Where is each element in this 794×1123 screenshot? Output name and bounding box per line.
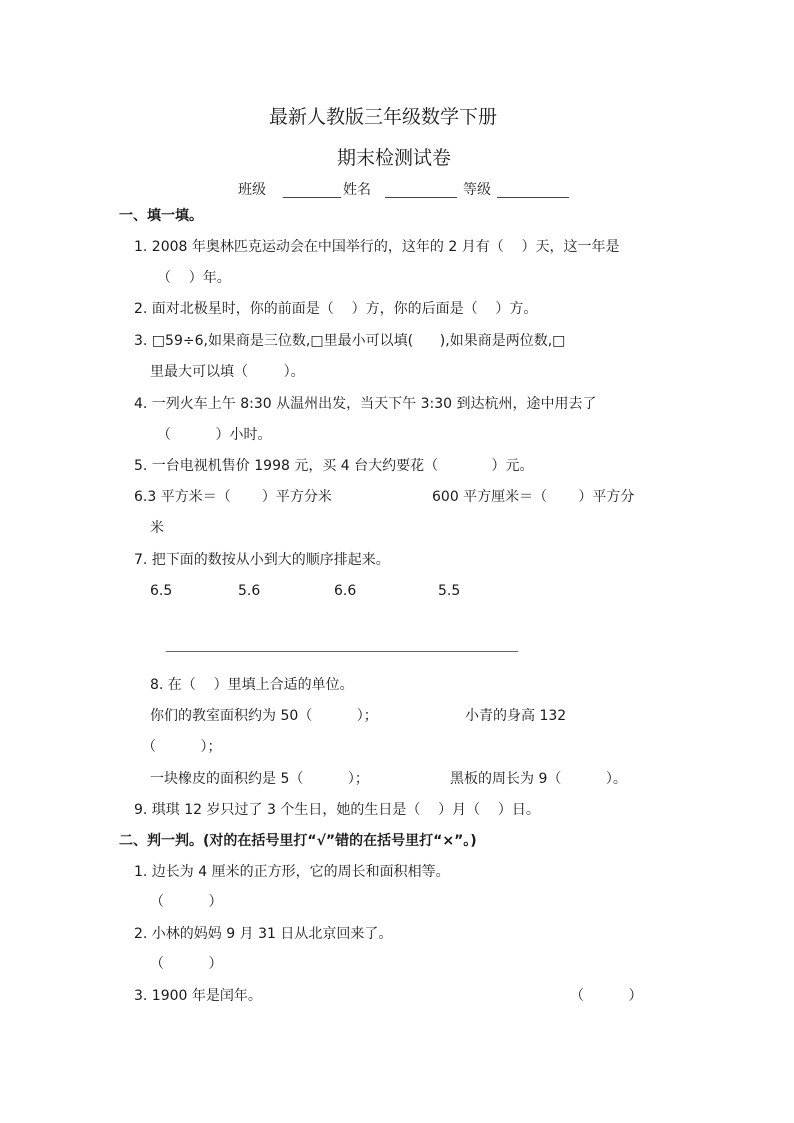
judge-1: 1. 边长为 4 厘米的正方形，它的周长和面积相等。 xyxy=(134,864,450,880)
question-4-line1: 4. 一列火车上午 8:30 从温州出发，当天下午 3:30 到达杭州，途中用去了 xyxy=(134,396,597,412)
question-7: 7. 把下面的数按从小到大的顺序排起来。 xyxy=(134,552,390,568)
q7-number-3: 6.6 xyxy=(334,583,357,599)
q7-number-2: 5.6 xyxy=(238,583,261,599)
question-6-part2: 600 平方厘米＝（ ）平方分 xyxy=(432,489,635,505)
name-label: 姓名 xyxy=(343,182,371,198)
question-8-c: 一块橡皮的面积约是 5（ ）； xyxy=(150,771,369,787)
question-3-line2: 里最大可以填（ ）。 xyxy=(150,364,305,380)
question-2: 2. 面对北极星时，你的前面是（ ）方，你的后面是（ ）方。 xyxy=(134,301,538,317)
page-title: 最新人教版三年级数学下册 xyxy=(269,106,498,128)
judge-3: 3. 1900 年是闰年。 xyxy=(134,988,262,1004)
class-blank[interactable] xyxy=(283,197,341,198)
question-6-line2: 米 xyxy=(150,520,164,536)
question-5: 5. 一台电视机售价 1998 元，买 4 台大约要花（ ）元。 xyxy=(134,458,534,474)
question-1-line2: （ ）年。 xyxy=(157,270,231,286)
question-8-b-paren: （ ）； xyxy=(142,739,222,755)
section1-heading: 一、填一填。 xyxy=(119,208,203,224)
q7-number-1: 6.5 xyxy=(150,583,173,599)
question-9: 9. 琪琪 12 岁只过了 3 个生日，她的生日是（ ）月（ ）日。 xyxy=(134,802,540,818)
question-1-line1: 1. 2008 年奥林匹克运动会在中国举行的，这年的 2 月有（ ）天，这一年是 xyxy=(134,239,620,255)
judge-2-paren[interactable]: （ ） xyxy=(150,956,223,972)
question-4-line2: （ ）小时。 xyxy=(157,427,272,443)
question-6-part1: 6.3 平方米＝（ ）平方分米 xyxy=(134,489,332,505)
question-8: 8. 在（ ）里填上合适的单位。 xyxy=(150,677,354,693)
judge-3-paren[interactable]: （ ） xyxy=(570,988,643,1004)
grade-label: 等级 xyxy=(463,182,491,198)
page-subtitle: 期末检测试卷 xyxy=(337,147,452,169)
q7-number-4: 5.5 xyxy=(438,583,461,599)
class-label: 班级 xyxy=(238,182,266,198)
section2-heading: 二、判一判。(对的在括号里打“√”错的在括号里打“×”。) xyxy=(119,833,477,849)
question-8-d: 黑板的周长为 9（ ）。 xyxy=(450,771,627,787)
name-blank[interactable] xyxy=(385,197,457,198)
judge-1-paren[interactable]: （ ） xyxy=(150,894,223,910)
question-3-line1: 3. □59÷6,如果商是三位数,□里最小可以填( ),如果商是两位数,□ xyxy=(134,333,566,349)
judge-2: 2. 小林的妈妈 9 月 31 日从北京回来了。 xyxy=(134,926,393,942)
q7-answer-line[interactable] xyxy=(166,651,518,652)
grade-blank[interactable] xyxy=(497,197,569,198)
question-8-a: 你们的教室面积约为 50（ ）； xyxy=(150,708,378,724)
question-8-b: 小青的身高 132 xyxy=(465,708,567,724)
